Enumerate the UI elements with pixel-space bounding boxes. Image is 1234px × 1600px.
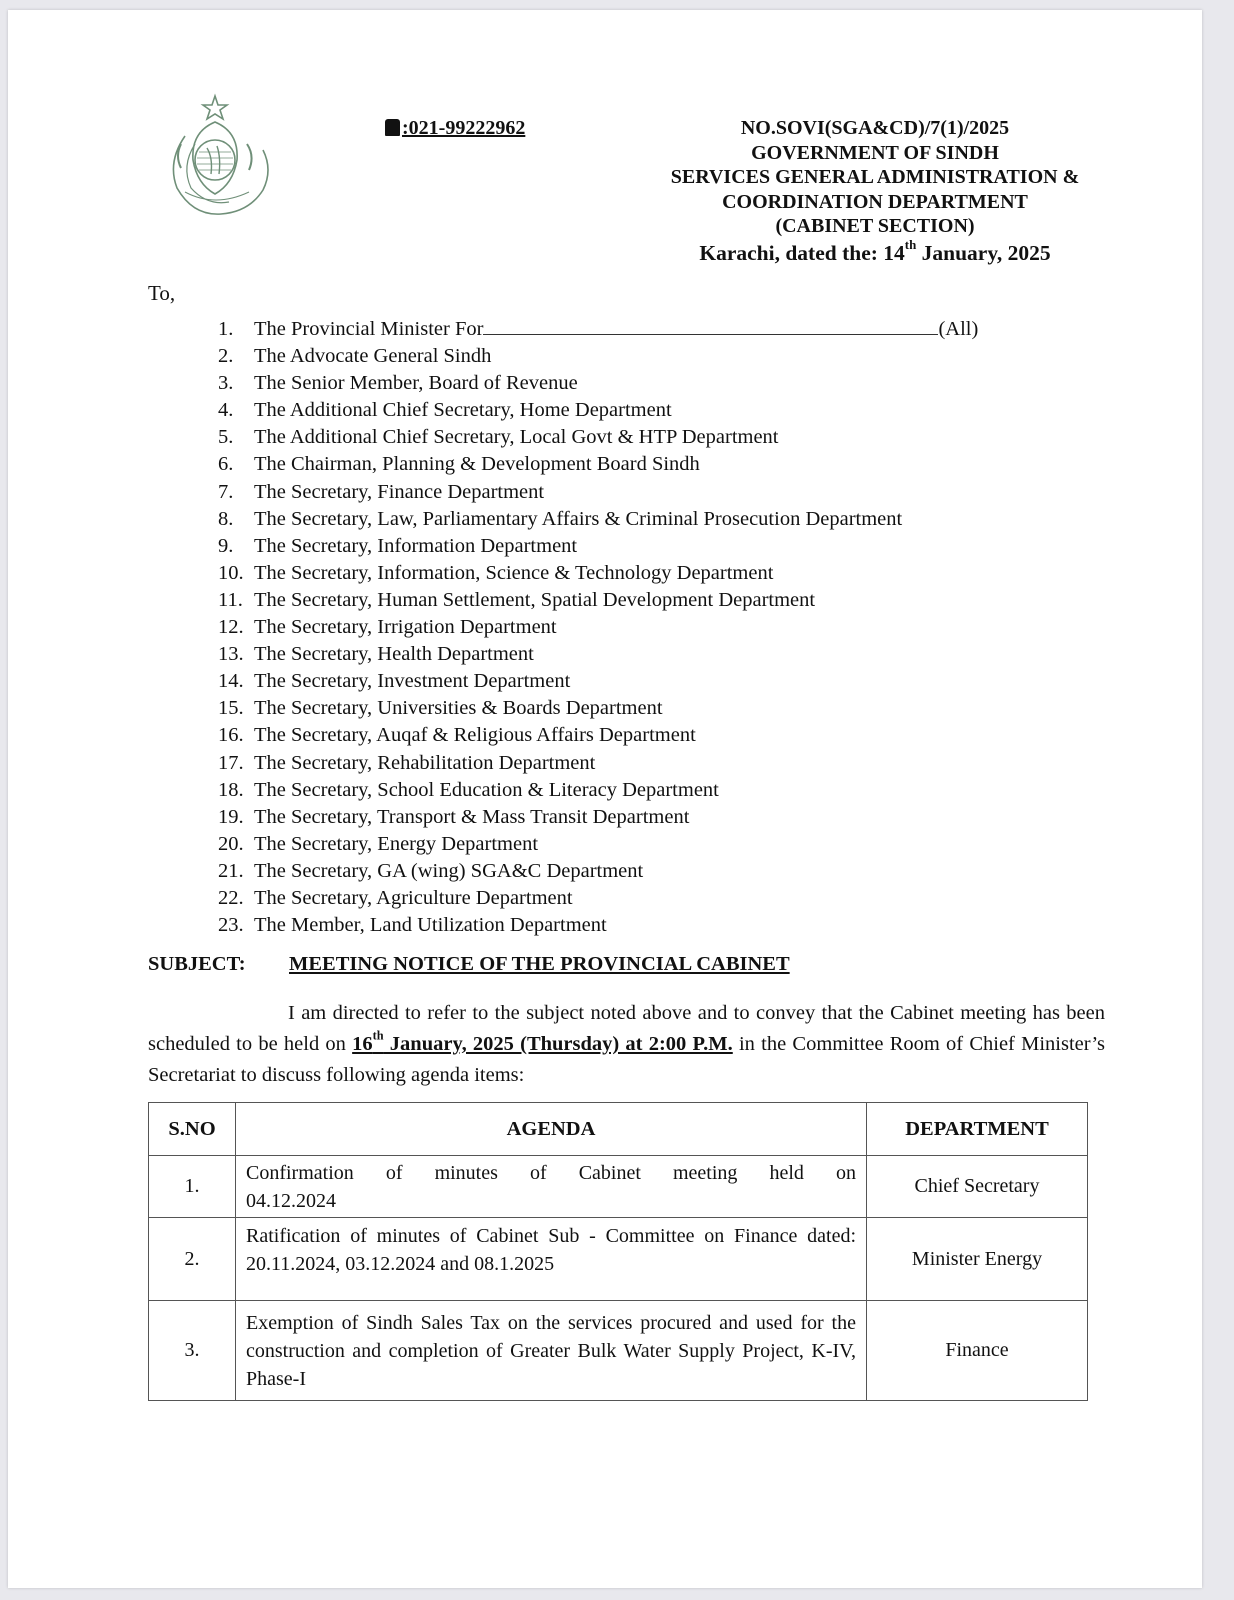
subject-value: MEETING NOTICE OF THE PROVINCIAL CABINET [289,953,790,975]
recipient-item: 12. The Secretary, Irrigation Department [218,616,557,639]
to-label: To, [148,281,176,305]
recipient-item: 5. The Additional Chief Secretary, Local Govt & HTP Department [218,426,779,449]
subject-line [148,953,790,976]
section-name: (CABINET SECTION) [775,215,975,238]
recipient-item: 23. The Member, Land Utilization Department [218,914,607,937]
agenda-table [148,1102,1088,1401]
recipient-item: 18. The Secretary, School Education & Literacy Department [218,778,719,801]
phone-number: :021-99222962 [385,117,525,140]
subject-label: SUBJECT: [148,953,246,975]
table-row: 3. Exemption of Sindh Sales Tax on the services procured and used for the construction and completion of Greater Bulk Water Supply Project, K-IV, Phase-I Finance [149,1301,1088,1401]
header-sno: S.NO [149,1103,236,1156]
letter-header [640,116,1110,266]
recipient-item: 8. The Secretary, Law, Parliamentary Affairs & Criminal Prosecution Department [218,507,903,530]
table-row: 1. Confirmation of minutes of Cabinet meeting held on 04.12.2024 Chief Secretary [149,1156,1088,1218]
recipient-item: 15. The Secretary, Universities & Boards Department [218,697,663,720]
reference-number: NO.SOVI(SGA&CD)/7(1)/2025 [740,117,1010,139]
header-agenda: AGENDA [236,1103,867,1156]
recipient-item: 6. The Chairman, Planning & Development Board Sindh [218,453,700,476]
recipient-item: 7. The Secretary, Finance Department [218,480,545,503]
recipient-item: 10. The Secretary, Information, Science & Technology Department [218,561,774,584]
header-department: DEPARTMENT [867,1103,1088,1156]
recipient-item: 21. The Secretary, GA (wing) SGA&C Department [218,859,644,882]
recipient-item: 14. The Secretary, Investment Department [218,670,571,693]
body-paragraph: I am directed to refer to the subject noted above and to convey that the Cabinet meeting has been scheduled to be held on 16th January, 2025 (Thursday) at 2:00 P.M. in the Committee Room of Chief Minister’s Secretariat to discuss following agenda items: [148,1002,1105,1086]
government-of-sindh-emblem-icon [155,92,283,222]
government-name: GOVERNMENT OF SINDH [751,141,999,164]
recipient-item: 9. The Secretary, Information Department [218,534,578,557]
recipient-list [218,316,1038,939]
recipient-item: 2. The Advocate General Sindh [218,345,492,368]
recipient-item: 1. The Provincial Minister For (All) [218,318,979,340]
telephone-icon [385,119,400,136]
recipient-item: 19. The Secretary, Transport & Mass Transit Department [218,805,690,828]
department-line-2: COORDINATION DEPARTMENT [722,190,1028,213]
blank-line [483,316,938,335]
recipient-item: 20. The Secretary, Energy Department [218,832,539,855]
recipient-item: 17. The Secretary, Rehabilitation Department [218,751,596,774]
recipient-item: 3. The Senior Member, Board of Revenue [218,372,578,395]
recipient-item: 13. The Secretary, Health Department [218,643,534,666]
recipient-item: 16. The Secretary, Auqaf & Religious Affairs Department [218,724,696,747]
recipient-item: 11. The Secretary, Human Settlement, Spatial Development Department [218,588,816,611]
recipient-item: 22. The Secretary, Agriculture Department [218,886,573,909]
department-line-1: SERVICES GENERAL ADMINISTRATION & [670,166,1080,189]
table-row: 2. Ratification of minutes of Cabinet Sub - Committee on Finance dated: 20.11.2024, 03.12.2024 and 08.1.2025 Minister Energy [149,1218,1088,1301]
recipient-item: 4. The Additional Chief Secretary, Home Department [218,399,672,422]
table-header-row [149,1103,1088,1156]
meeting-datetime: 16th January, 2025 (Thursday) at 2:00 P.M. [352,1028,733,1055]
letter-date: Karachi, dated the: 14th January, 2025 [699,238,1051,265]
